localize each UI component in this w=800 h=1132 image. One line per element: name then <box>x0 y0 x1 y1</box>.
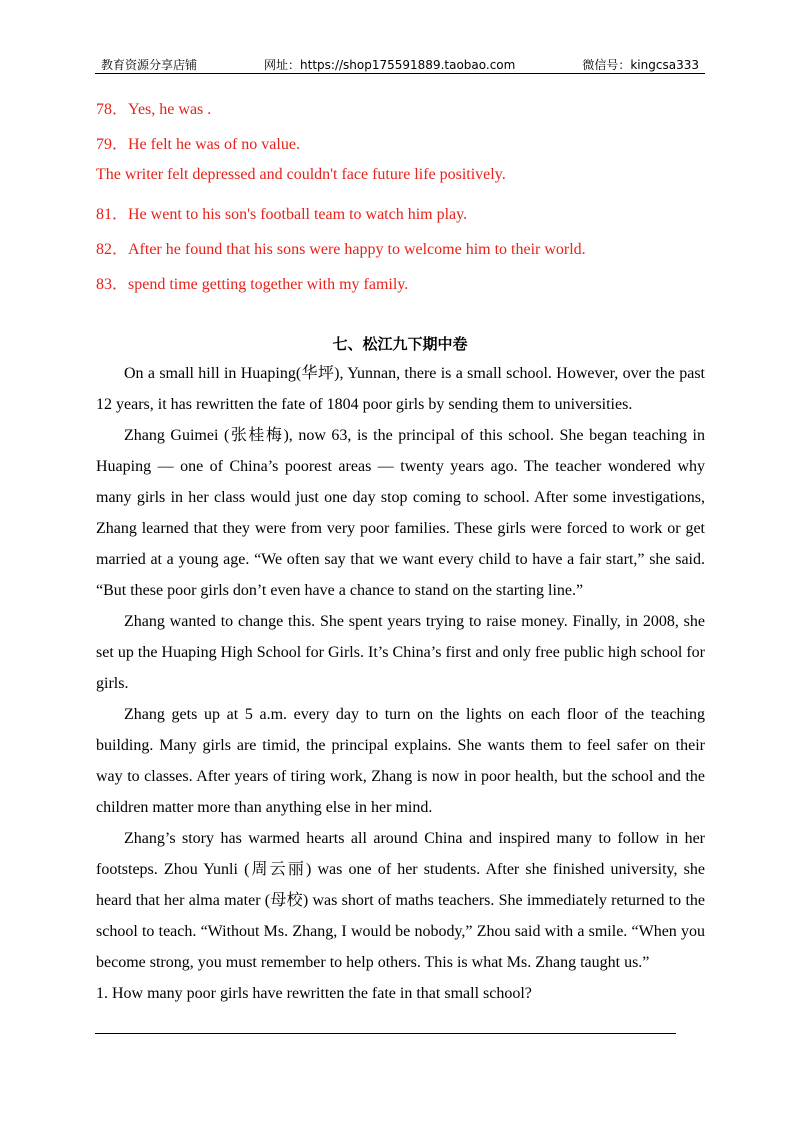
header-website: 网址：https://shop175591889.taobao.com <box>264 58 516 72</box>
header-shop-name: 教育资源分享店铺 <box>101 58 198 72</box>
page-header <box>95 56 705 73</box>
question-1: 1. How many poor girls have rewritten the fate in that small school? <box>96 985 532 1002</box>
reading-passage <box>96 358 705 1009</box>
passage-paragraph: On a small hill in Huaping(华坪), Yunnan, there is a small school. However, over the past 12 years, it has rewritten the fate of 1804 poor girls by sending them to universities. <box>96 365 705 413</box>
passage-paragraph: Zhang’s story has warmed hearts all around China and inspired many to follow in her footsteps. Zhou Yunli (周云丽) was one of her students. After she finished university, she heard that her alma mater (母校) was short of maths teachers. She immediately returned to the school to teach. “Without Ms. Zhang, I would be nobody,” Zhou said with a smile. “When you become strong, you must remember to help others. This is what Ms. Zhang taught us.” <box>96 830 705 971</box>
answer-80: The writer felt depressed and couldn't face future life positively. <box>96 166 506 183</box>
answer-79: 79．He felt he was of no value. <box>96 136 300 153</box>
header-wechat: 微信号：kingcsa333 <box>582 58 699 72</box>
passage-paragraph: Zhang wanted to change this. She spent years trying to raise money. Finally, in 2008, she set up the Huaping High School for Girls. It’s China’s first and only free public high school for girls. <box>96 613 705 692</box>
section-title: 七、松江九下期中卷 <box>332 335 468 353</box>
answer-81: 81．He went to his son's football team to watch him play. <box>96 206 468 223</box>
passage-paragraph: Zhang gets up at 5 a.m. every day to turn on the lights on each floor of the teaching building. Many girls are timid, the principal explains. She wants them to feel safer on their way to classes. After years of tiring work, Zhang is now in poor health, but the school and the children matter more than anything else in her mind. <box>96 706 705 816</box>
answer-82: 82．After he found that his sons were happy to welcome him to their world. <box>96 241 586 258</box>
answer-line[interactable] <box>95 1033 676 1034</box>
passage-paragraph: Zhang Guimei (张桂梅), now 63, is the principal of this school. She began teaching in Huaping — one of China’s poorest areas — twenty years ago. The teacher wondered why many girls in her class would just one day stop coming to school. After some investigations, Zhang learned that they were from very poor families. These girls were forced to work or get married at a young age. “We often say that we want every child to have a fair start,” she said. “But these poor girls don’t even have a chance to stand on the starting line.” <box>96 427 705 599</box>
header-rule <box>95 73 705 74</box>
answer-78: 78．Yes, he was . <box>96 101 212 118</box>
answer-83: 83．spend time getting together with my family. <box>96 276 409 293</box>
